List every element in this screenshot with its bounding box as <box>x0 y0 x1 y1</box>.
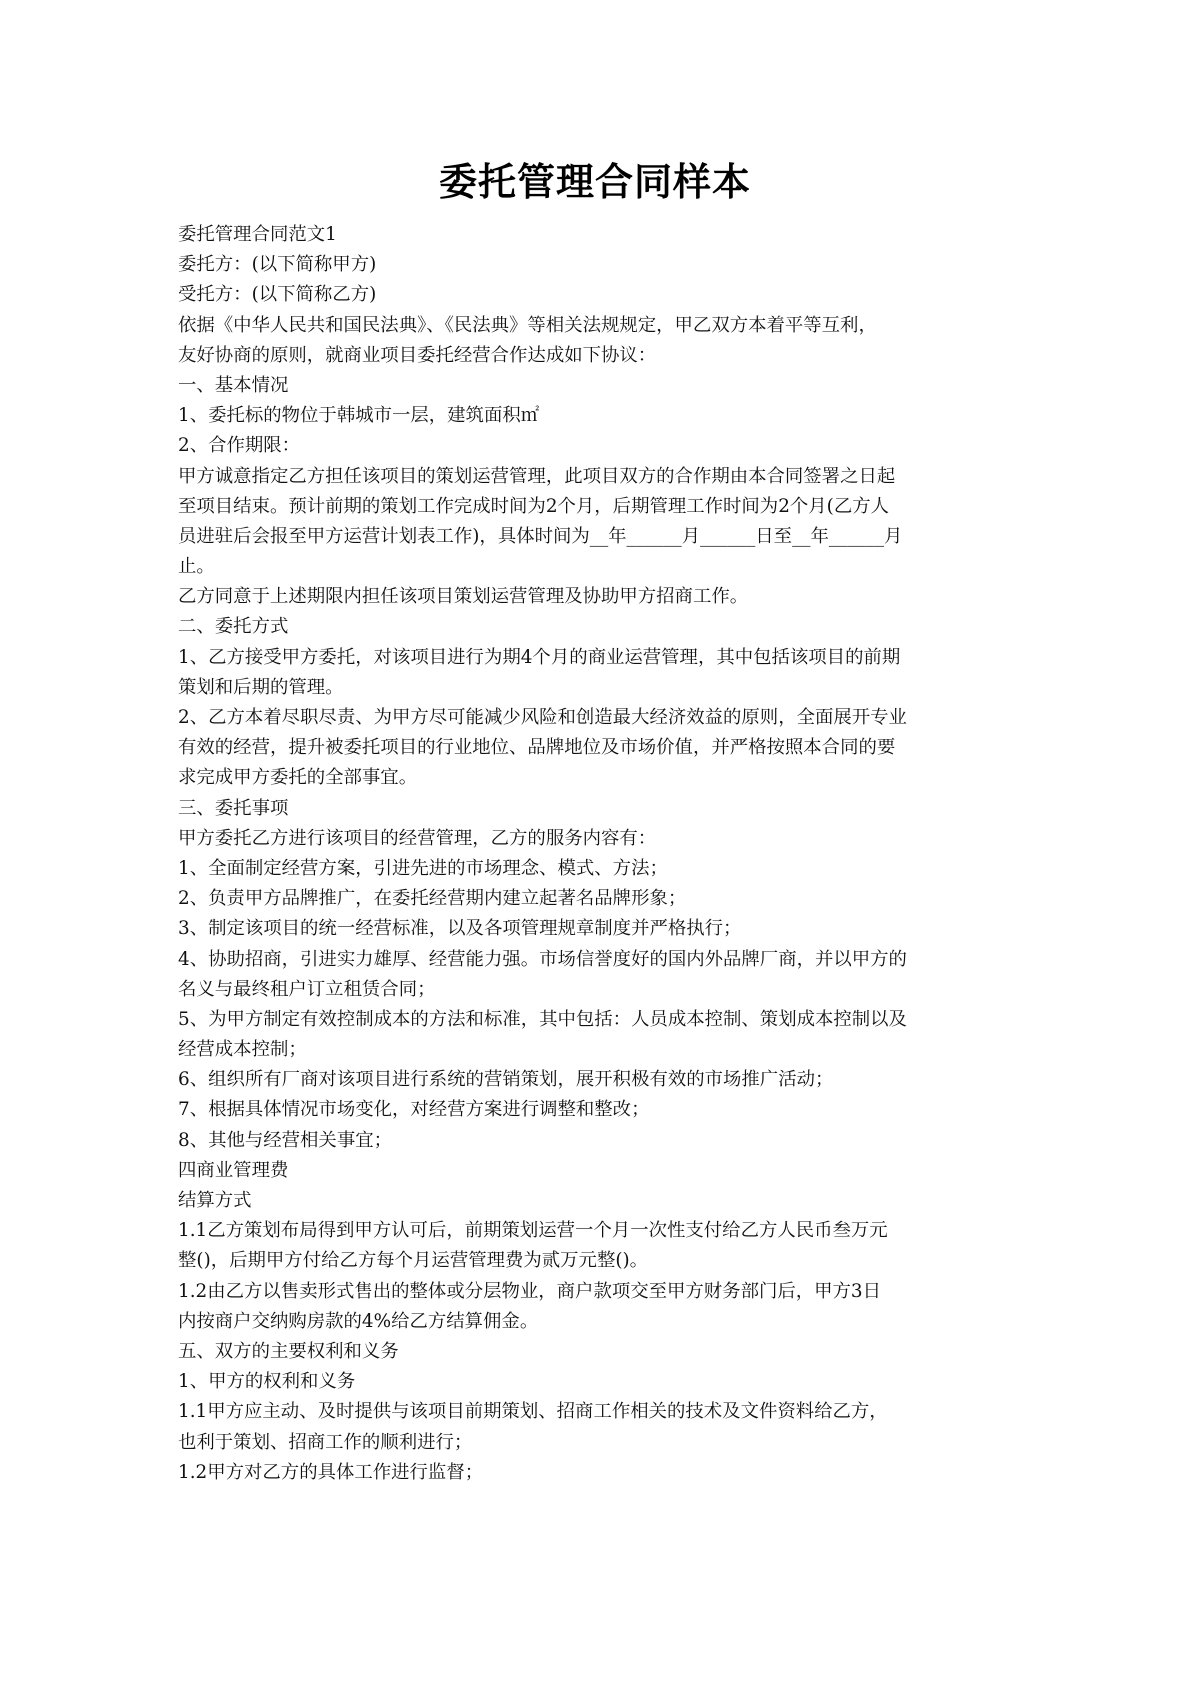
text-line: 五、双方的主要权利和义务 <box>178 1340 399 1362</box>
text-line: 三、委托事项 <box>178 797 289 819</box>
text-line: 乙方同意于上述期限内担任该项目策划运营管理及协助甲方招商工作。 <box>178 586 749 608</box>
text-line: 结算方式 <box>178 1190 252 1211</box>
text-line: 甲方委托乙方进行该项目的经营管理，乙方的服务内容有： <box>178 827 657 849</box>
text-line: 1、全面制定经营方案，引进先进的市场理念、模式、方法； <box>178 857 668 879</box>
text-line: 也利于策划、招商工作的顺利进行； <box>178 1431 473 1453</box>
text-line: 2、负责甲方品牌推广，在委托经营期内建立起著名品牌形象； <box>178 888 687 910</box>
text-line: 7、根据具体情况市场变化，对经营方案进行调整和整改； <box>178 1099 650 1121</box>
text-line: 1.2由乙方以售卖形式售出的整体或分层物业，商户款项交至甲方财务部门后，甲方3日 <box>178 1280 882 1302</box>
text-line: 整()，后期甲方付给乙方每个月运营管理费为贰万元整()。 <box>178 1250 649 1272</box>
text-line: 委托管理合同范文1 <box>178 224 337 245</box>
text-line: 有效的经营，提升被委托项目的行业地位、品牌地位及市场价值，并严格按照本合同的要 <box>178 737 896 759</box>
text-line: 1.1甲方应主动、及时提供与该项目前期策划、招商工作相关的技术及文件资料给乙方， <box>178 1401 888 1423</box>
text-line: 5、为甲方制定有效控制成本的方法和标准，其中包括：人员成本控制、策划成本控制以及 <box>178 1008 907 1030</box>
text-line: 1.2甲方对乙方的具体工作进行监督； <box>178 1461 484 1483</box>
text-line: 委托方：(以下简称甲方) <box>178 254 377 276</box>
text-line: 友好协商的原则，就商业项目委托经营合作达成如下协议： <box>178 344 657 366</box>
document-body <box>178 220 1018 1488</box>
text-line: 1、委托标的物位于韩城市一层，建筑面积㎡ <box>178 405 540 427</box>
text-line: 一、基本情况 <box>178 374 289 396</box>
text-line: 四商业管理费 <box>178 1159 289 1181</box>
text-line: 受托方：(以下简称乙方) <box>178 284 377 306</box>
text-line: 策划和后期的管理。 <box>178 676 344 698</box>
text-line: 内按商户交纳购房款的4%给乙方结算佣金。 <box>178 1310 539 1332</box>
text-line: 至项目结束。预计前期的策划工作完成时间为2个月，后期管理工作时间为2个月(乙方人 <box>178 495 890 517</box>
text-line: 名义与最终租户订立租赁合同； <box>178 978 436 1000</box>
text-line: 甲方诚意指定乙方担任该项目的策划运营管理，此项目双方的合作期由本合同签署之日起 <box>178 465 896 487</box>
text-line: 1.1乙方策划布局得到甲方认可后，前期策划运营一个月一次性支付给乙方人民币叁万元 <box>178 1220 888 1242</box>
text-line: 2、乙方本着尽职尽责、为甲方尽可能减少风险和创造最大经济效益的原则，全面展开专业 <box>178 707 907 728</box>
text-line: 员进驻后会报至甲方运营计划表工作)，具体时间为__年______月______日至__年______月 <box>178 525 903 547</box>
text-line: 6、组织所有厂商对该项目进行系统的营销策划，展开积极有效的市场推广活动； <box>178 1069 834 1091</box>
text-line: 二、委托方式 <box>178 616 289 638</box>
text-line: 求完成甲方委托的全部事宜。 <box>178 767 418 789</box>
text-line: 1、甲方的权利和义务 <box>178 1371 356 1393</box>
text-line: 依据《中华人民共和国民法典》、《民法典》等相关法规规定，甲乙双方本着平等互利， <box>178 314 877 336</box>
text-line: 8、其他与经营相关事宜； <box>178 1129 392 1151</box>
text-line: 经营成本控制； <box>178 1039 307 1061</box>
text-line: 1、乙方接受甲方委托，对该项目进行为期4个月的商业运营管理，其中包括该项目的前期 <box>178 646 901 668</box>
document-title: 委托管理合同样本 <box>438 159 751 204</box>
text-line: 4、协助招商，引进实力雄厚、经营能力强。市场信誉度好的国内外品牌厂商，并以甲方的 <box>178 948 907 970</box>
text-line: 3、制定该项目的统一经营标准，以及各项管理规章制度并严格执行； <box>178 918 742 940</box>
text-line: 止。 <box>178 556 215 578</box>
text-line: 2、合作期限： <box>178 435 301 457</box>
